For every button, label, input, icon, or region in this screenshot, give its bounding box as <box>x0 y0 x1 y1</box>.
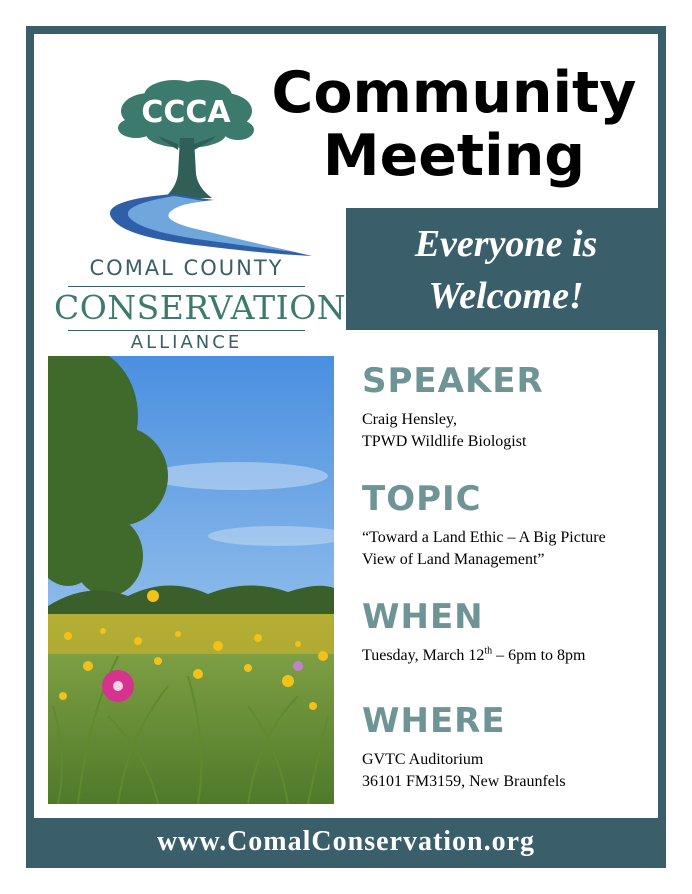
wildflower-meadow-image <box>48 356 334 804</box>
speaker-section <box>362 359 662 453</box>
when-date: Tuesday, March 12 <box>362 647 485 664</box>
when-heading: WHEN <box>362 597 484 637</box>
where-address: 36101 FM3159, New Braunfels <box>362 773 566 790</box>
welcome-line-2: Welcome! <box>428 275 584 317</box>
logo-line-3: ALLIANCE <box>130 332 243 353</box>
logo-monogram: CCCA <box>141 95 231 130</box>
speaker-title: TPWD Wildlife Biologist <box>362 433 527 450</box>
logo-line-2: CONSERVATION <box>54 288 347 327</box>
when-text <box>362 645 662 667</box>
topic-line-1: “Toward a Land Ethic – A Big Picture <box>362 529 606 546</box>
logo-line-1: COMAL COUNTY <box>89 256 284 280</box>
logo-divider-bottom <box>68 330 305 331</box>
logo-divider-top <box>68 286 305 287</box>
website-link[interactable]: www.ComalConservation.org <box>156 826 536 857</box>
speaker-name: Craig Hensley, <box>362 411 457 428</box>
topic-text <box>362 527 662 571</box>
where-venue: GVTC Auditorium <box>362 751 484 768</box>
welcome-banner <box>346 208 666 330</box>
topic-line-2: View of Land Management” <box>362 551 545 568</box>
where-text <box>362 749 662 793</box>
welcome-text <box>346 218 666 322</box>
speaker-heading: SPEAKER <box>362 361 544 401</box>
when-date-suffix: th <box>484 645 493 657</box>
poster-frame <box>26 26 666 868</box>
when-time: – 6pm to 8pm <box>492 647 586 664</box>
topic-heading: TOPIC <box>362 479 482 519</box>
welcome-line-1: Everyone is <box>414 223 598 265</box>
where-section <box>362 699 662 793</box>
when-section <box>362 595 662 667</box>
topic-section <box>362 477 662 571</box>
title-line-2: Meeting <box>322 123 586 189</box>
speaker-text <box>362 409 662 453</box>
poster-content <box>34 34 658 818</box>
page-title <box>244 62 664 188</box>
title-line-1: Community <box>271 60 637 126</box>
where-heading: WHERE <box>362 701 506 741</box>
event-details <box>362 359 662 793</box>
